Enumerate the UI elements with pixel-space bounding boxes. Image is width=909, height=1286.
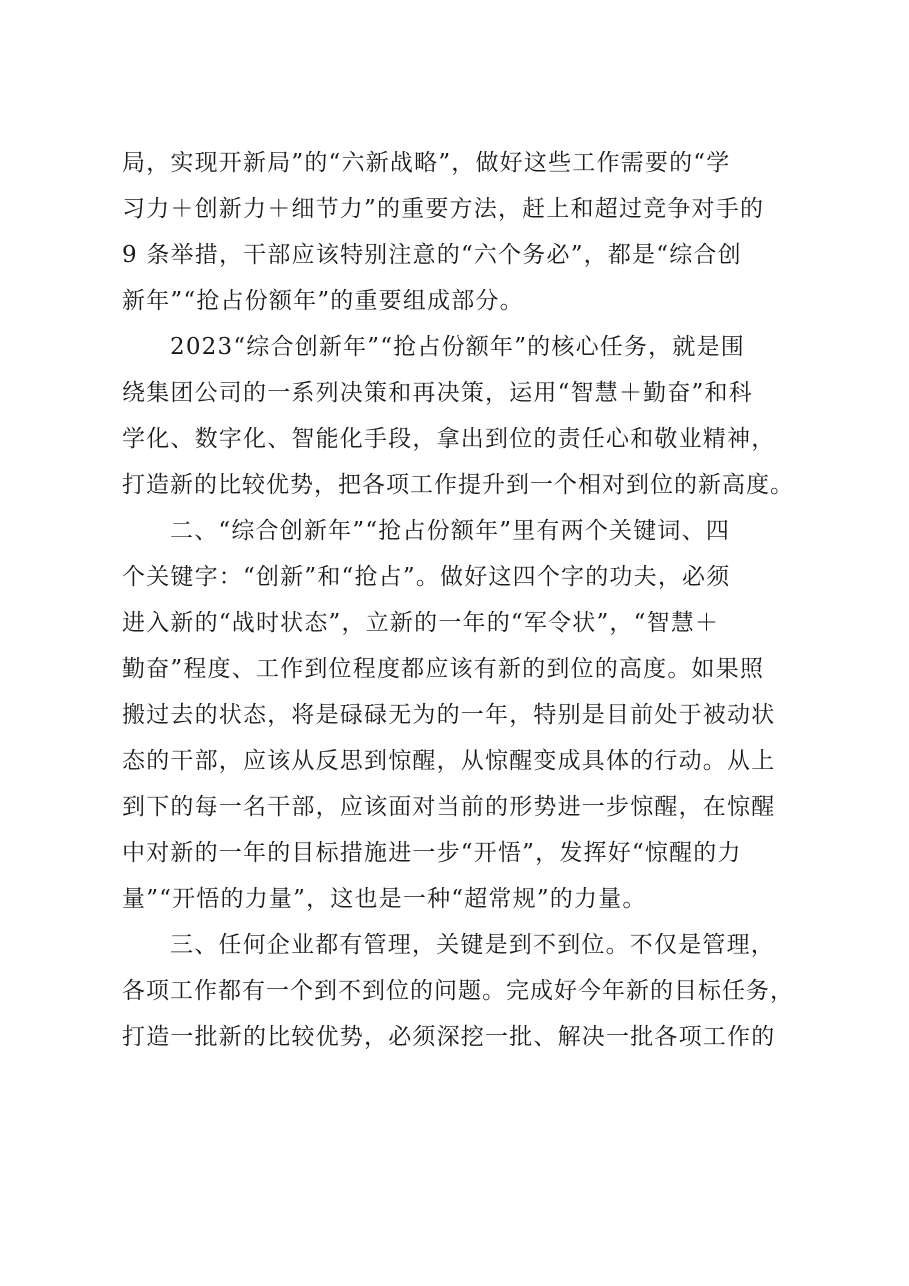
paragraph-3	[122, 508, 794, 922]
text-line: 绕集团公司的一系列决策和再决策，运用“智慧＋勤奋”和科	[122, 380, 753, 406]
text-line: 新年”“抢占份额年”的重要组成部分。	[122, 288, 524, 314]
text-line: 2023“综合创新年”“抢占份额年”的核心任务，就是围	[170, 334, 745, 360]
text-line: 9 条举措，干部应该特别注意的“六个务必”，都是“综合创	[122, 242, 742, 268]
document-body	[122, 140, 794, 1060]
text-line: 进入新的“战时状态”，立新的一年的“军令状”，“智慧＋	[122, 610, 720, 636]
text-line: 搬过去的状态，将是碌碌无为的一年，特别是目前处于被动状	[122, 702, 776, 728]
text-line: 打造一批新的比较优势，必须深挖一批、解决一批各项工作的	[122, 1024, 776, 1050]
text-line: 勤奋”程度、工作到位程度都应该有新的到位的高度。如果照	[122, 656, 765, 682]
paragraph-1	[122, 140, 794, 324]
text-line: 二、“综合创新年”“抢占份额年”里有两个关键词、四	[170, 518, 731, 544]
text-line: 中对新的一年的目标措施进一步“开悟”，发挥好“惊醒的力	[122, 840, 742, 866]
text-line: 打造新的比较优势，把各项工作提升到一个相对到位的新高度。	[122, 472, 794, 498]
text-line: 三、任何企业都有管理，关键是到不到位。不仅是管理，	[170, 932, 775, 958]
paragraph-2	[122, 324, 794, 508]
text-line: 习力＋创新力＋细节力”的重要方法，赶上和超过竞争对手的	[122, 196, 765, 222]
text-line: 各项工作都有一个到不到位的问题。完成好今年新的目标任务，	[122, 978, 794, 1004]
text-line: 学化、数字化、智能化手段，拿出到位的责任心和敬业精神，	[122, 426, 776, 452]
text-line: 到下的每一名干部，应该面对当前的形势进一步惊醒，在惊醒	[122, 794, 776, 820]
text-line: 态的干部，应该从反思到惊醒，从惊醒变成具体的行动。从上	[122, 748, 776, 774]
paragraph-4	[122, 922, 794, 1060]
text-line: 量”“开悟的力量”，这也是一种“超常规”的力量。	[122, 886, 647, 912]
text-line: 个关键字：“创新”和“抢占”。做好这四个字的功夫，必须	[122, 564, 731, 590]
text-line: 局，实现开新局”的“六新战略”，做好这些工作需要的“学	[122, 150, 731, 176]
